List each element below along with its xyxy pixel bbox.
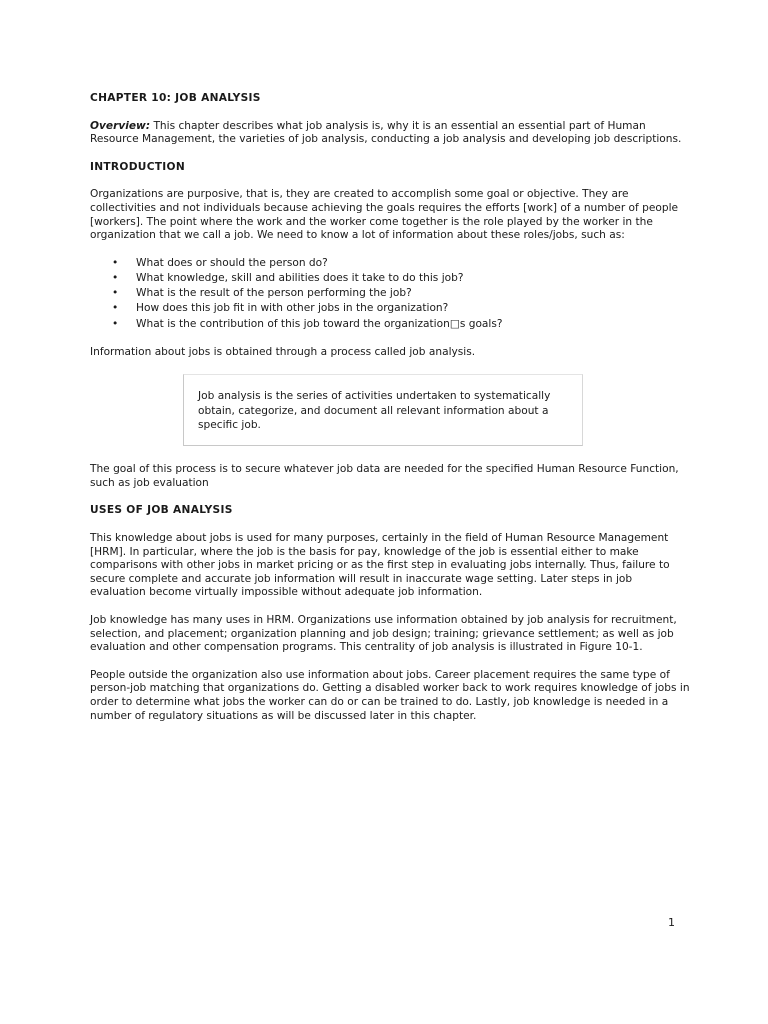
goal-paragraph: The goal of this process is to secure whatever job data are needed for the specified Human Resource Function, such as job evaluation — [90, 463, 679, 489]
question-list — [90, 256, 690, 332]
page-content — [90, 92, 690, 723]
uses-paragraph-1: This knowledge about jobs is used for many purposes, certainly in the field of Human Resource Management [HRM]. In particular, where the job is the basis for pay, knowledge of the job is essential either to make comparisons with other jobs in market pricing or as the first step in evaluating jobs internally. Thus, failure to secure complete and accurate job information will result in inaccurate wage setting. Later steps in job evaluation become virtually impossible without adequate job information. — [90, 532, 670, 599]
list-item-text: What does or should the person do? — [136, 256, 328, 269]
uses-heading: USES OF JOB ANALYSIS — [90, 504, 233, 517]
list-item — [90, 301, 690, 316]
overview-text: This chapter describes what job analysis is, why it is an essential an essential part of Human Resource Management, the varieties of job analysis, conducting a job analysis and developing job descriptions. — [90, 119, 682, 146]
bullet-icon: • — [112, 317, 119, 330]
list-item-text: What is the result of the person performing the job? — [136, 287, 412, 300]
page-number: 1 — [668, 916, 675, 929]
chapter-title: CHAPTER 10: JOB ANALYSIS — [90, 92, 261, 104]
bullet-icon: • — [112, 287, 119, 300]
bullet-icon: • — [112, 256, 119, 269]
introduction-heading: INTRODUCTION — [90, 160, 186, 173]
list-item — [90, 256, 690, 271]
list-item — [90, 286, 690, 301]
definition-callout — [183, 374, 583, 446]
overview-paragraph — [90, 120, 690, 147]
bullet-icon: • — [112, 271, 119, 284]
list-item — [90, 271, 690, 286]
bullet-icon: • — [112, 302, 119, 315]
list-item-text: How does this job fit in with other jobs in the organization? — [136, 302, 449, 315]
list-item — [90, 317, 690, 332]
overview-label: Overview: — [90, 119, 151, 132]
list-item-text: What is the contribution of this job toward the organization□s goals? — [136, 317, 503, 330]
list-item-text: What knowledge, skill and abilities does it take to do this job? — [136, 271, 464, 284]
job-analysis-intro: Information about jobs is obtained through a process called job analysis. — [90, 345, 476, 358]
uses-paragraph-2: Job knowledge has many uses in HRM. Organizations use information obtained by job analysis for recruitment, selection, and placement; organization planning and job design; training; grievance settlement; as well as job evaluation and other compensation programs. This centrality of job analysis is illustrated in Figure 10-1. — [90, 614, 677, 654]
definition-text: Job analysis is the series of activities undertaken to systematically obtain, categorize, and document all relevant information about a specific job. — [198, 390, 551, 432]
uses-paragraph-3: People outside the organization also use information about jobs. Career placement requires the same type of person-job matching that organizations do. Getting a disabled worker back to work requires knowledge of jobs in order to determine what jobs the worker can do or can be trained to do. Lastly, job knowledge is needed in a number of regulatory situations as will be discussed later in this chapter. — [90, 668, 690, 722]
introduction-paragraph: Organizations are purposive, that is, they are created to accomplish some goal or objective. They are collectivities and not individuals because achieving the goals requires the efforts [work] of a number of people [workers]. The point where the work and the worker come together is the role played by the worker in the organization that we call a job. We need to know a lot of information about these roles/jobs, such as: — [90, 188, 679, 242]
